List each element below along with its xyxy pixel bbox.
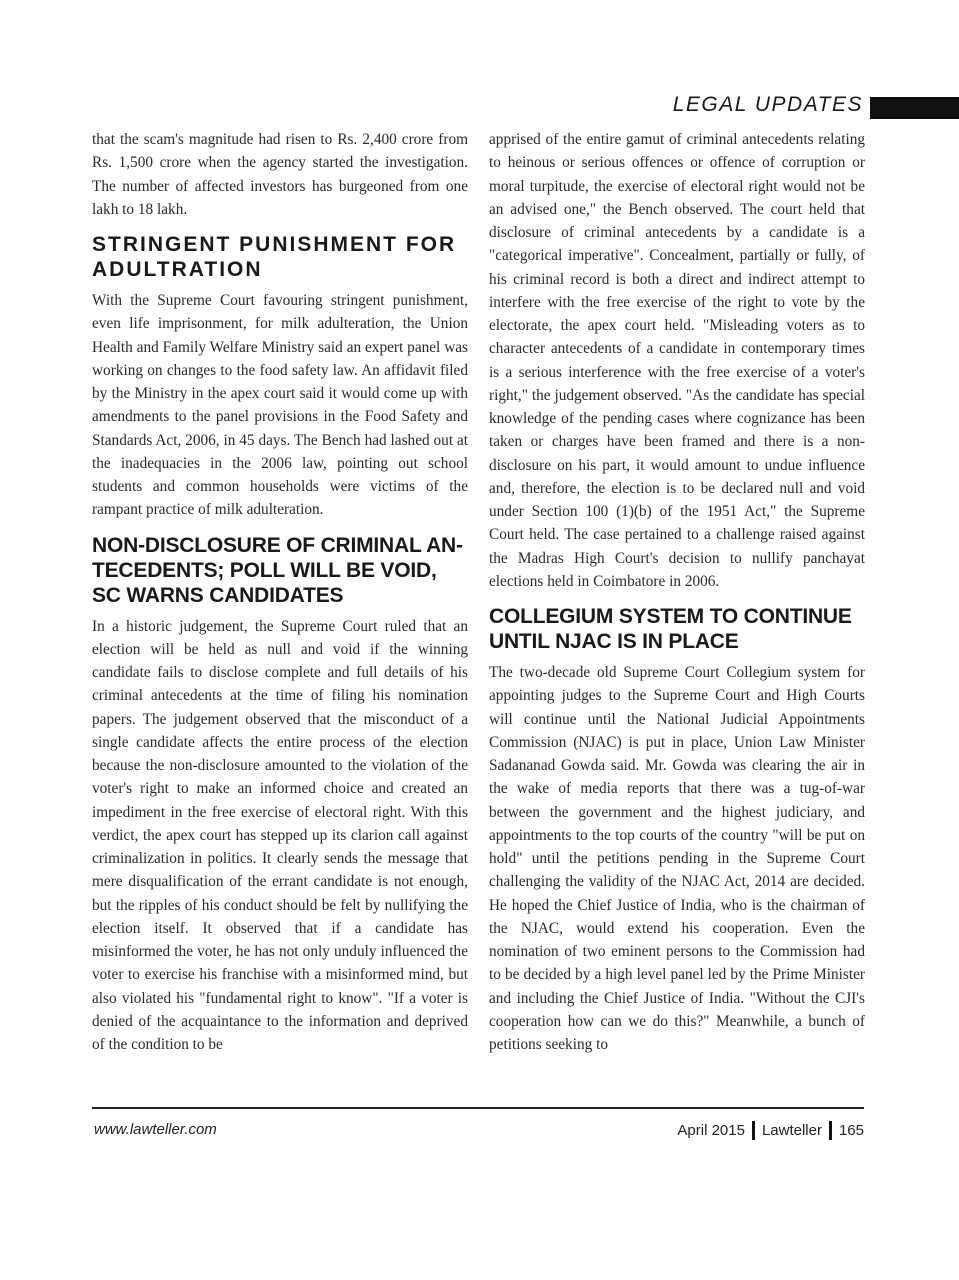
right-column [489,128,865,1056]
article-body-adulteration: With the Supreme Court favouring stringent punishment, even life imprisonment, for milk adulteration, the Union Health and Family Welfare Ministry said an expert panel was working on changes to the food safety law. An affidavit filed by the Ministry in the apex court said it would come up with amendments to the panel provisions in the Food Safety and Standards Act, 2006, in 45 days. The Bench had lashed out at the inadequacies in the 2006 law, pointing out school students and common households were victims of the rampant practice of milk adulteration. [92,292,468,519]
footer-website[interactable]: www.lawteller.com [94,1121,217,1138]
article-heading-adulteration: STRINGENT PUNISHMENT FOR ADULTRATION [92,233,457,281]
article-body-non-disclosure: In a historic judgement, the Supreme Court ruled that an election will be held as null and void if the winning candidate fails to disclose complete and full details of his criminal antecedents at the time of filing his nomination papers. The judgement observed that the misconduct of a single candidate affects the entire process of the election because the non-disclosure amounted to the violation of the voter's right to make an informed choice and created an impediment in the free exercise of electoral right. With this verdict, the apex court has stepped up its clarion call against criminalization in politics. It clearly sends the message that mere disqualification of the errant candidate is not enough, but the ripples of his conduct should be felt by nullifying the election itself. It observed that if a candidate has misinformed the voter, he has not only unduly influenced the voter to exercise his franchise with a misinformed mind, but also violated his "fundamental right to know". "If a voter is denied of the acquaintance to the information and deprived of the condition to be [92,617,468,1053]
footer-separator [752,1121,755,1140]
article-heading-collegium: COLLEGIUM SYSTEM TO CONTINUE UNTIL NJAC IS IN PLACE [489,605,852,653]
article-heading-non-disclosure: NON-DISCLOSURE OF CRIMINAL AN-TECEDENTS; POLL WILL BE VOID, SC WARNS CANDIDATES [92,533,463,607]
article-body-collegium: The two-decade old Supreme Court Collegium system for appointing judges to the Supreme Court and High Courts will continue until the National Judicial Appointments Commission (NJAC) is put in place, Union Law Minister Sadananad Gowda said. Mr. Gowda was clearing the air in the wake of media reports that there was a tug-of-war between the government and the highest judiciary, and appointments to the top courts of the country "will be put on hold" until the petitions pending in the Supreme Court challenging the validity of the NJAC Act, 2014 are decided. He hoped the Chief Justice of India, who is the chairman of the NJAC, would extend his cooperation. Even the nomination of two eminent persons to the Commission had to be decided by a high level panel led by the Prime Minister and including the Chief Justice of India. "Without the CJI's cooperation how can we do this?" Meanwhile, a bunch of petitions seeking to [489,664,865,1053]
page-number: 165 [838,1122,864,1139]
section-label: LEGAL UPDATES [672,93,863,116]
intro-paragraph: that the scam's magnitude had risen to Rs. 2,400 crore from Rs. 1,500 crore when the agency started the investigation. The number of affected investors has burgeoned from one lakh to 18 lakh. [92,131,468,218]
footer-rule [92,1107,864,1109]
article-continuation: apprised of the entire gamut of criminal antecedents relating to heinous or serious offences or offence of corruption or moral turpitude, the exercise of electoral right would not be an advised one," the Bench observed. The court held that disclosure of criminal antecedents by a candidate is a "categorical imperative". Concealment, partially or fully, of his criminal record is both a direct and indirect attempt to interfere with the free exercise of the right to vote by the electorate, the apex court held. "Misleading voters as to character antecedents of a candidate in contemporary times is a serious interference with the free exercise of a voter's right," the judgement observed. "As the candidate has special knowledge of the pending cases where cognizance has been taken or charges have been framed and there is a non-disclosure on his part, it would amount to undue influence and, therefore, the election is to be declared null and void under Section 100 (1)(b) of the 1951 Act," the Supreme Court held. The case pertained to a challenge raised against the Madras High Court's decision to nullify panchayat elections held in Coimbatore in 2006. [489,131,865,590]
footer-separator [829,1121,832,1140]
footer-magazine: Lawteller [761,1122,822,1139]
footer-issue: April 2015 [677,1122,745,1139]
footer-info [677,1121,864,1140]
left-column [92,128,468,1056]
section-bar [870,97,959,119]
